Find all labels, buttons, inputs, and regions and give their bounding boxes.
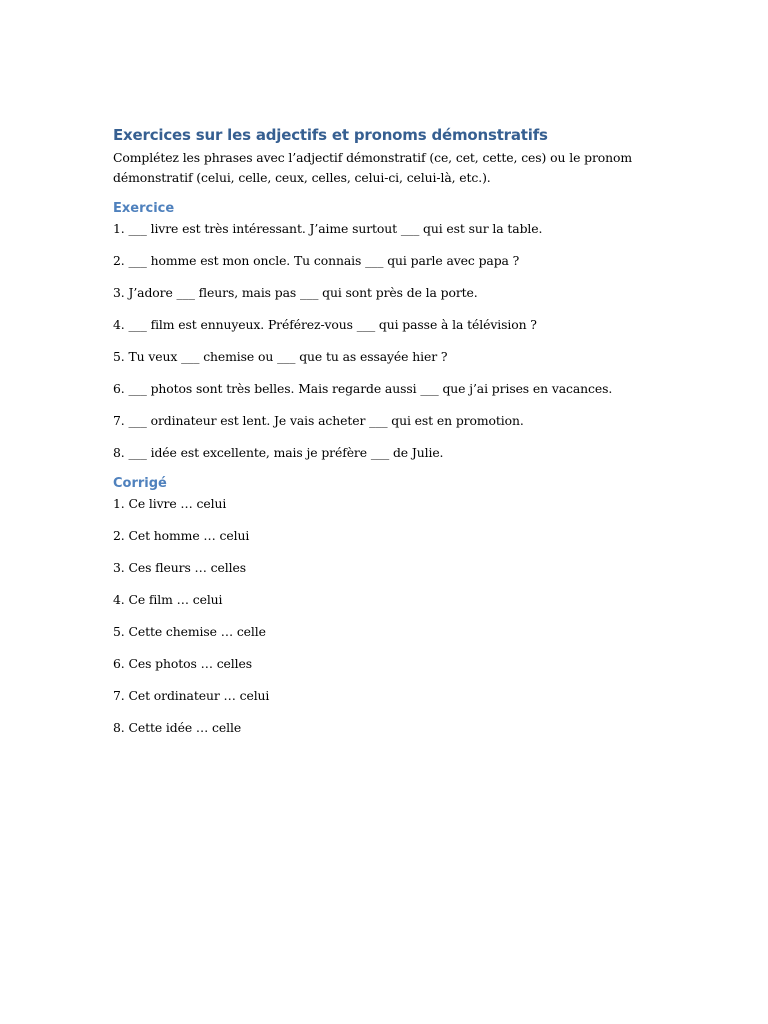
exercise-heading: Exercice [113,201,175,216]
answer-item-3: 3. Ces fleurs … celles [113,560,246,575]
document-page [113,124,653,737]
answer-item-1: 1. Ce livre … celui [113,496,227,511]
exercise-list [113,220,653,462]
exercise-item-7: 7. ___ ordinateur est lent. Je vais acheter ___ qui est en promotion. [113,413,524,428]
answer-item-5: 5. Cette chemise … celle [113,624,266,639]
answer-item-8: 8. Cette idée … celle [113,720,242,735]
instructions-paragraph: Complétez les phrases avec l’adjectif démonstratif (ce, cet, cette, ces) ou le pronom démonstratif (celui, celle, ceux, celles, celui-ci, celui-là, etc.). [113,150,633,185]
exercise-item-2: 2. ___ homme est mon oncle. Tu connais ___ qui parle avec papa ? [113,253,520,268]
answer-item-6: 6. Ces photos … celles [113,656,252,671]
document-title: Exercices sur les adjectifs et pronoms démonstratifs [113,126,548,144]
answer-item-7: 7. Cet ordinateur … celui [113,688,270,703]
exercise-item-8: 8. ___ idée est excellente, mais je préfère ___ de Julie. [113,445,444,460]
answer-item-4: 4. Ce film … celui [113,592,223,607]
exercise-item-3: 3. J’adore ___ fleurs, mais pas ___ qui sont près de la porte. [113,285,478,300]
answer-item-2: 2. Cet homme … celui [113,528,250,543]
exercise-item-1: 1. ___ livre est très intéressant. J’aime surtout ___ qui est sur la table. [113,221,543,236]
exercise-item-6: 6. ___ photos sont très belles. Mais regarde aussi ___ que j’ai prises en vacances. [113,381,613,396]
exercise-item-4: 4. ___ film est ennuyeux. Préférez-vous ___ qui passe à la télévision ? [113,317,537,332]
answers-list [113,495,653,737]
answers-heading: Corrigé [113,476,167,491]
exercise-item-5: 5. Tu veux ___ chemise ou ___ que tu as essayée hier ? [113,349,448,364]
